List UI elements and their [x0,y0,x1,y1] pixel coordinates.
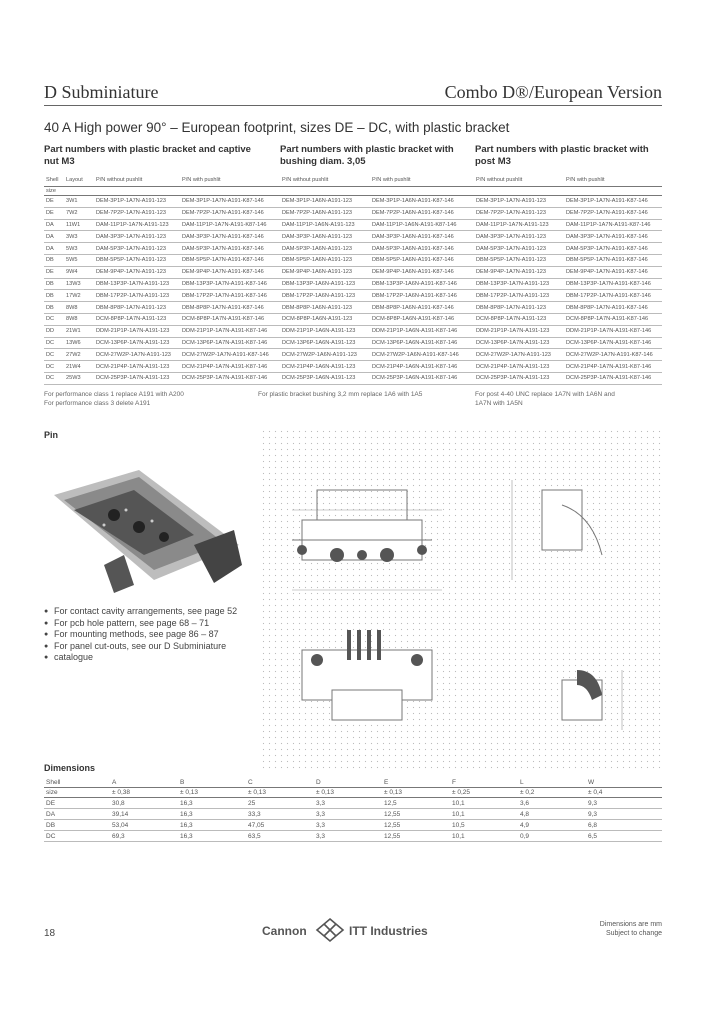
table-cell: DBM-17P2P-1A6N-A191-123 [280,290,370,302]
footnote-line: For post 4-40 UNC replace 1A7N with 1A6N and [475,391,615,398]
table-cell: DBM-17P2P-1A7N-A191-123 [474,290,564,302]
table-cell: DEM-7P2P-1A6N-A191-K87-146 [370,207,474,219]
table-cell: 10,5 [450,820,518,831]
table-cell: DCM-13P6P-1A6N-A191-K87-146 [370,337,474,349]
table-cell: size [44,788,110,798]
table-cell: DA [44,231,64,243]
table-cell: ± 0,4 [586,788,662,798]
table-cell: DCM-27W2P-1A7N-A191-123 [474,349,564,361]
table-cell: 63,5 [246,831,314,842]
table-header-row [44,788,662,798]
table-cell: DB [44,278,64,290]
table-row [44,831,662,842]
table-cell: DCM-21P4P-1A7N-A191-K87-146 [180,361,280,373]
table-cell: P/N with pushlit [564,174,662,187]
notes-list [44,606,254,664]
table-cell: 47,05 [246,820,314,831]
table-cell: 3,3 [314,798,382,809]
table-cell: 16,3 [178,831,246,842]
note-item: ● For mounting methods, see page 86 – 87 [44,629,254,641]
table-row [44,290,662,302]
disclaimer-line: Subject to change [605,930,662,937]
table-cell: DC [44,372,64,384]
table-cell: 5W5 [64,254,94,266]
note-item: ● For pcb hole pattern, see page 68 – 71 [44,618,254,630]
table-cell: DCM-25P3P-1A7N-A191-K87-146 [564,372,662,384]
table-cell [564,187,662,196]
table-cell: 5W3 [64,243,94,255]
table-cell: Shell [44,778,110,788]
column-head-bushing: Part numbers with plastic bracket with bushing diam. 3,05 [280,144,454,167]
table-cell: DCM-21P4P-1A6N-A191-123 [280,361,370,373]
table-cell: DBM-17P2P-1A6N-A191-K87-146 [370,290,474,302]
table-cell: W [586,778,662,788]
table-cell: DCM-25P3P-1A6N-A191-K87-146 [370,372,474,384]
column-head-captive-nut: Part numbers with plastic bracket and captive nut M3 [44,144,251,167]
table-cell: DCM-21P4P-1A7N-A191-123 [474,361,564,373]
table-cell: DE [44,207,64,219]
table-cell: DCM-27W2P-1A7N-A191-K87-146 [180,349,280,361]
table-cell: DBM-17P2P-1A7N-A191-123 [94,290,180,302]
table-cell: Shell [44,174,64,187]
table-cell: ± 0,13 [314,788,382,798]
table-cell: DC [44,361,64,373]
table-cell: DEM-9P4P-1A6N-A191-123 [280,266,370,278]
table-cell: DAM-3P3P-1A6N-A191-K87-146 [370,231,474,243]
table-cell: ± 0,13 [246,788,314,798]
table-cell: DBM-8P8P-1A6N-A191-K87-146 [370,302,474,314]
table-cell: DEM-3P1P-1A7N-A191-K87-146 [180,196,280,208]
table-cell: 6,8 [586,820,662,831]
table-cell: 13W3 [64,278,94,290]
table-cell: DBM-5P5P-1A6N-A191-123 [280,254,370,266]
table-cell: 33,3 [246,809,314,820]
table-cell: DAM-5P3P-1A7N-A191-123 [474,243,564,255]
table-cell: DD [44,325,64,337]
table-cell: L [518,778,586,788]
footnote-performance [44,390,274,408]
table-cell: DBM-8P8P-1A7N-A191-K87-146 [564,302,662,314]
table-cell: 53,04 [110,820,178,831]
footnote-post [475,390,665,408]
table-row [44,313,662,325]
table-header-row [44,187,662,196]
table-cell: DB [44,302,64,314]
table-cell: 12,5 [382,798,450,809]
table-cell: DE [44,196,64,208]
table-cell: DEM-7P2P-1A7N-A191-123 [94,207,180,219]
table-cell: DBM-13P3P-1A7N-A191-123 [474,278,564,290]
table-cell: DE [44,798,110,809]
table-cell: 8W8 [64,313,94,325]
table-cell: DEM-7P2P-1A7N-A191-K87-146 [180,207,280,219]
dimensions-label: Dimensions [44,763,96,773]
table-row [44,337,662,349]
table-cell: ± 0,25 [450,788,518,798]
connector-photo [44,455,244,595]
table-cell: DB [44,254,64,266]
table-row [44,361,662,373]
table-cell: F [450,778,518,788]
table-cell: DCM-13P6P-1A7N-A191-123 [94,337,180,349]
table-cell: DCM-25P3P-1A6N-A191-123 [280,372,370,384]
table-cell: DBM-8P8P-1A7N-A191-123 [94,302,180,314]
table-cell: DBM-13P3P-1A7N-A191-K87-146 [564,278,662,290]
table-cell: DCM-25P3P-1A7N-A191-123 [94,372,180,384]
table-cell: DAM-11P1P-1A7N-A191-K87-146 [564,219,662,231]
table-cell: DC [44,349,64,361]
table-cell: DDM-21P1P-1A6N-A191-123 [280,325,370,337]
table-cell: DAM-5P3P-1A6N-A191-123 [280,243,370,255]
table-cell: 27W2 [64,349,94,361]
table-cell: DE [44,266,64,278]
document-section-title: D Subminiature [44,82,159,102]
table-cell: DAM-3P3P-1A7N-A191-123 [474,231,564,243]
table-cell: A [110,778,178,788]
table-row [44,349,662,361]
table-cell: 12,55 [382,820,450,831]
table-cell: 17W2 [64,290,94,302]
table-cell: 69,3 [110,831,178,842]
table-cell: 10,1 [450,809,518,820]
table-cell: DB [44,290,64,302]
table-cell: DAM-3P3P-1A6N-A191-123 [280,231,370,243]
itt-logo-icon [315,917,345,943]
header-rule [44,105,662,106]
table-cell: DCM-8P8P-1A6N-A191-K87-146 [370,313,474,325]
table-cell: DCM-27W2P-1A7N-A191-123 [94,349,180,361]
table-cell: Layout [64,174,94,187]
table-cell: DCM-8P8P-1A6N-A191-123 [280,313,370,325]
table-cell: 13W6 [64,337,94,349]
table-cell: DC [44,337,64,349]
table-cell: P/N without pushlit [94,174,180,187]
table-cell: E [382,778,450,788]
table-cell: DAM-5P3P-1A7N-A191-123 [94,243,180,255]
page-number: 18 [44,928,56,939]
table-cell: DAM-11P1P-1A6N-A191-123 [280,219,370,231]
table-cell: DEM-3P1P-1A6N-A191-K87-146 [370,196,474,208]
table-cell: DCM-8P8P-1A7N-A191-K87-146 [564,313,662,325]
table-cell: 12,55 [382,809,450,820]
table-cell: DBM-5P5P-1A7N-A191-123 [474,254,564,266]
pin-label: Pin [44,430,59,440]
table-row [44,820,662,831]
table-cell: DB [44,820,110,831]
technical-drawing [262,430,664,770]
table-cell: 9W4 [64,266,94,278]
document-series-title: Combo D®/European Version [444,82,662,102]
table-cell: DBM-8P8P-1A7N-A191-K87-146 [180,302,280,314]
table-cell: DCM-13P6P-1A7N-A191-123 [474,337,564,349]
table-cell: 9,3 [586,798,662,809]
table-cell: DBM-13P3P-1A7N-A191-123 [94,278,180,290]
table-cell: DCM-27W2P-1A6N-A191-K87-146 [370,349,474,361]
table-cell: 3W3 [64,231,94,243]
table-cell [94,187,180,196]
table-cell: DDM-21P1P-1A7N-A191-K87-146 [564,325,662,337]
table-cell: DAM-11P1P-1A7N-A191-123 [94,219,180,231]
table-row [44,302,662,314]
table-row [44,254,662,266]
table-cell: DCM-21P4P-1A7N-A191-K87-146 [564,361,662,373]
footnote-line: 1A7N with 1A5N [475,400,523,407]
disclaimer [600,920,662,938]
table-cell: DBM-17P2P-1A7N-A191-K87-146 [564,290,662,302]
table-cell: DCM-8P8P-1A7N-A191-K87-146 [180,313,280,325]
table-cell: DBM-17P2P-1A7N-A191-K87-146 [180,290,280,302]
table-cell: 39,14 [110,809,178,820]
table-cell: ± 0,13 [382,788,450,798]
table-cell: 10,1 [450,831,518,842]
table-cell: DA [44,809,110,820]
table-row [44,219,662,231]
column-head-post: Part numbers with plastic bracket with post M3 [475,144,649,167]
table-cell: 25W3 [64,372,94,384]
table-cell: size [44,187,64,196]
table-cell: DEM-3P1P-1A7N-A191-K87-146 [564,196,662,208]
table-cell: P/N with pushlit [180,174,280,187]
table-cell: ± 0,2 [518,788,586,798]
table-cell: DEM-9P4P-1A7N-A191-K87-146 [180,266,280,278]
table-cell: 16,3 [178,809,246,820]
table-cell: DBM-5P5P-1A7N-A191-K87-146 [564,254,662,266]
table-cell [474,187,564,196]
table-cell: DBM-5P5P-1A7N-A191-123 [94,254,180,266]
table-cell: DCM-13P6P-1A7N-A191-K87-146 [180,337,280,349]
table-cell: 4,8 [518,809,586,820]
table-cell: DEM-9P4P-1A7N-A191-123 [474,266,564,278]
dimensions-table [44,778,662,842]
table-cell: DCM-8P8P-1A7N-A191-123 [474,313,564,325]
table-cell: 7W2 [64,207,94,219]
table-row [44,325,662,337]
table-cell: DBM-13P3P-1A6N-A191-123 [280,278,370,290]
table-cell: C [246,778,314,788]
table-row [44,196,662,208]
table-cell [370,187,474,196]
table-cell: 8W8 [64,302,94,314]
table-cell: 21W4 [64,361,94,373]
table-row [44,231,662,243]
table-cell: DBM-5P5P-1A7N-A191-K87-146 [180,254,280,266]
table-cell: DAM-11P1P-1A7N-A191-123 [474,219,564,231]
footnote-bushing [258,390,468,399]
table-row [44,372,662,384]
table-cell: DAM-3P3P-1A7N-A191-123 [94,231,180,243]
table-cell: 4,9 [518,820,586,831]
table-cell: 25 [246,798,314,809]
table-cell: D [314,778,382,788]
table-header-row [44,778,662,788]
footnote-line: For plastic bracket bushing 3,2 mm replace 1A6 with 1A5 [258,391,423,398]
footnote-line: For performance class 1 replace A191 with A200 [44,391,184,398]
table-cell: 10,1 [450,798,518,809]
table-cell: DCM-25P3P-1A7N-A191-123 [474,372,564,384]
table-cell: 11W1 [64,219,94,231]
table-cell: DBM-13P3P-1A6N-A191-K87-146 [370,278,474,290]
table-cell: DBM-8P8P-1A7N-A191-123 [474,302,564,314]
table-cell: DEM-3P1P-1A6N-A191-123 [280,196,370,208]
table-cell: DCM-27W2P-1A6N-A191-123 [280,349,370,361]
note-item: ● For panel cut-outs, see our D Subminiature [44,641,254,653]
table-row [44,798,662,809]
table-cell: P/N without pushlit [280,174,370,187]
table-cell: DEM-9P4P-1A7N-A191-123 [94,266,180,278]
table-cell: DCM-27W2P-1A7N-A191-K87-146 [564,349,662,361]
table-cell: DEM-9P4P-1A7N-A191-K87-146 [564,266,662,278]
table-cell: DDM-21P1P-1A7N-A191-123 [474,325,564,337]
table-cell: 9,3 [586,809,662,820]
table-cell: B [178,778,246,788]
table-cell: DAM-11P1P-1A6N-A191-K87-146 [370,219,474,231]
table-cell: DEM-7P2P-1A7N-A191-123 [474,207,564,219]
table-cell: DAM-5P3P-1A7N-A191-K87-146 [180,243,280,255]
table-cell: DEM-9P4P-1A6N-A191-K87-146 [370,266,474,278]
table-cell: 3W1 [64,196,94,208]
table-cell: DCM-21P4P-1A7N-A191-123 [94,361,180,373]
table-cell: DDM-21P1P-1A7N-A191-123 [94,325,180,337]
table-cell: 16,3 [178,820,246,831]
table-cell: DAM-11P1P-1A7N-A191-K87-146 [180,219,280,231]
table-cell: DA [44,219,64,231]
table-row [44,278,662,290]
table-cell: DEM-3P1P-1A7N-A191-123 [474,196,564,208]
table-cell: DBM-13P3P-1A7N-A191-K87-146 [180,278,280,290]
table-cell: 21W1 [64,325,94,337]
table-row [44,243,662,255]
table-cell: DC [44,831,110,842]
table-cell: DEM-7P2P-1A7N-A191-K87-146 [564,207,662,219]
note-item: ● For contact cavity arrangements, see page 52 [44,606,254,618]
table-cell: 0,9 [518,831,586,842]
table-cell: DCM-8P8P-1A7N-A191-123 [94,313,180,325]
table-cell: DC [44,313,64,325]
table-cell: 3,3 [314,820,382,831]
part-number-table [44,174,662,385]
table-cell [64,187,94,196]
table-cell: 3,3 [314,809,382,820]
table-cell: 30,8 [110,798,178,809]
brand-cannon: Cannon [262,924,307,938]
table-cell: DCM-25P3P-1A7N-A191-K87-146 [180,372,280,384]
table-cell: 12,55 [382,831,450,842]
table-row [44,266,662,278]
table-cell: DAM-5P3P-1A7N-A191-K87-146 [564,243,662,255]
table-cell: DCM-13P6P-1A6N-A191-123 [280,337,370,349]
table-cell: DEM-7P2P-1A6N-A191-123 [280,207,370,219]
table-row [44,809,662,820]
table-cell: ± 0,13 [178,788,246,798]
table-cell: 3,3 [314,831,382,842]
table-cell: DDM-21P1P-1A7N-A191-K87-146 [180,325,280,337]
table-cell: DAM-3P3P-1A7N-A191-K87-146 [564,231,662,243]
note-item: ● catalogue [44,652,254,664]
table-cell: DAM-5P3P-1A6N-A191-K87-146 [370,243,474,255]
table-cell: DCM-13P6P-1A7N-A191-K87-146 [564,337,662,349]
table-cell [280,187,370,196]
table-cell: DCM-21P4P-1A6N-A191-K87-146 [370,361,474,373]
table-cell: 3,6 [518,798,586,809]
table-cell: DBM-8P8P-1A6N-A191-123 [280,302,370,314]
table-cell: DBM-5P5P-1A6N-A191-K87-146 [370,254,474,266]
table-cell: 16,3 [178,798,246,809]
page-title: 40 A High power 90° – European footprint, sizes DE – DC, with plastic bracket [44,120,510,135]
disclaimer-line: Dimensions are mm [599,921,662,928]
brand-itt: ITT Industries [349,924,428,938]
table-cell: DAM-3P3P-1A7N-A191-K87-146 [180,231,280,243]
table-header-row [44,174,662,187]
table-cell: DEM-3P1P-1A7N-A191-123 [94,196,180,208]
table-cell: DDM-21P1P-1A6N-A191-K87-146 [370,325,474,337]
footnote-line: For performance class 3 delete A191 [44,400,151,407]
table-cell: P/N without pushlit [474,174,564,187]
table-cell [180,187,280,196]
table-cell: DA [44,243,64,255]
table-cell: P/N with pushlit [370,174,474,187]
table-row [44,207,662,219]
table-cell: 6,5 [586,831,662,842]
table-cell: ± 0,38 [110,788,178,798]
